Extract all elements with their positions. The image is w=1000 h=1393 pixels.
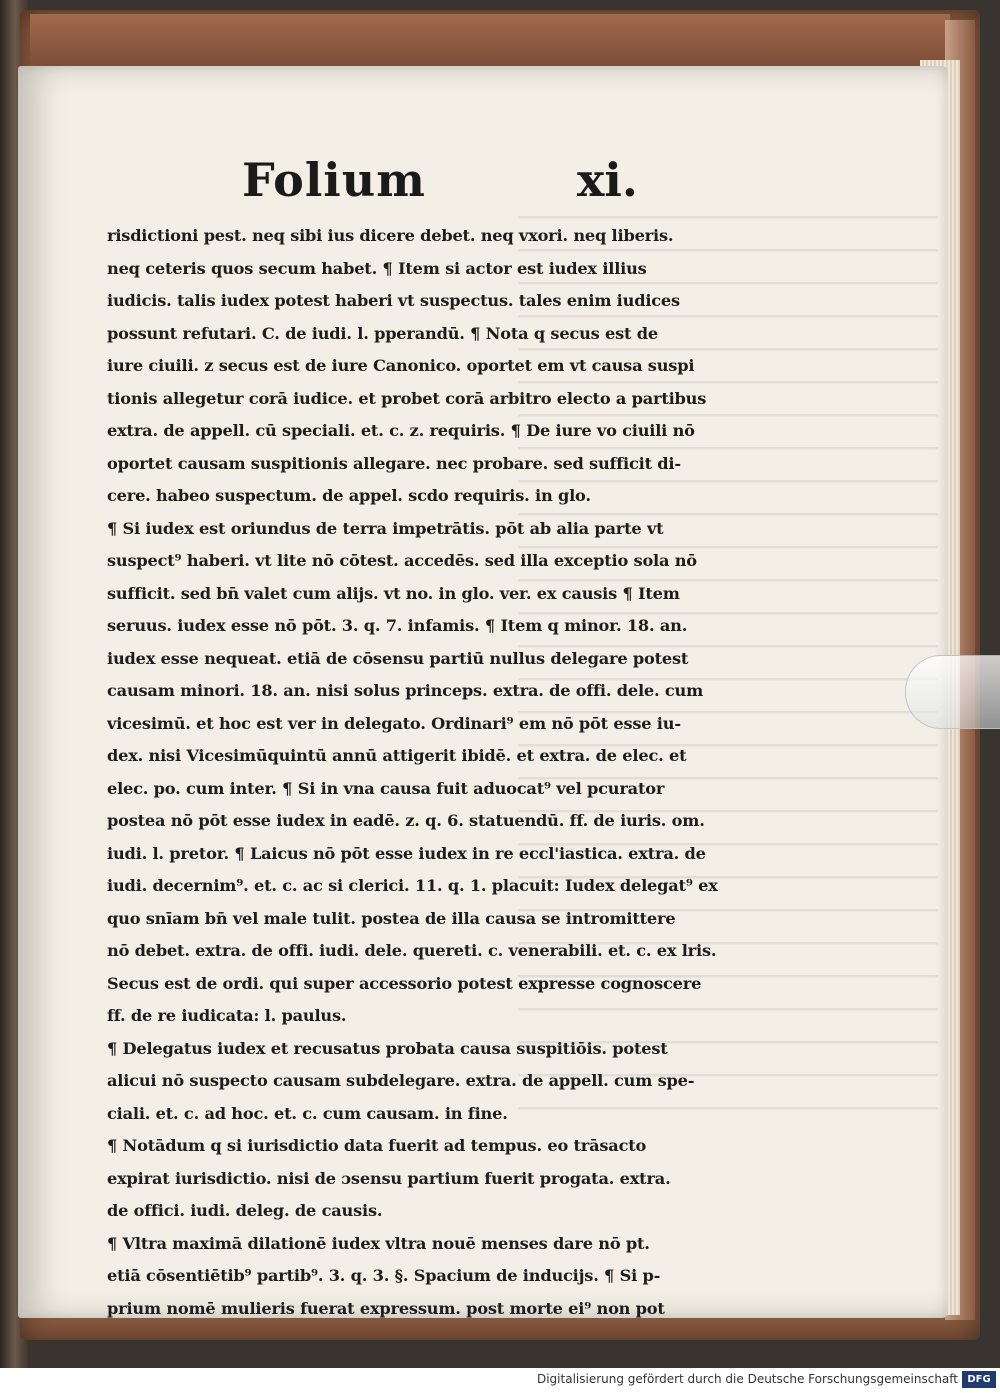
text-line: expirat iurisdictio. nisi de ɔsensu partium fuerit progata. extra. (107, 1168, 671, 1188)
folio-number: xi. (577, 153, 638, 207)
footer-credit: Digitalisierung gefördert durch die Deutsche Forschungsgemeinschaft (536, 1372, 958, 1386)
text-line: ¶ Notādum q si iurisdictio data fuerit ad tempus. eo trāsacto (107, 1136, 647, 1155)
text-line: iudex esse nequeat. etiā de cōsensu partiū nullus delegare potest (107, 648, 689, 668)
text-line: cere. habeo suspectum. de appel. scdo requiris. in glo. (107, 486, 591, 505)
text-line: suspect⁹ haberi. vt lite nō cōtest. accedēs. sed illa exceptio sola nō (107, 551, 697, 570)
text-line: ¶ Delegatus iudex et recusatus probata causa suspitiōis. potest (107, 1038, 668, 1058)
text-line: iudi. l. pretor. ¶ Laicus nō pōt esse iudex in re eccl'iastica. extra. de (107, 843, 706, 863)
text-block (107, 220, 722, 1325)
text-line: quo snīam bn̄ vel male tulit. postea de illa causa se intromittere (107, 908, 676, 928)
text-line: ciali. et. c. ad hoc. et. c. cum causam. in fine. (107, 1103, 508, 1123)
footer-bar (0, 1368, 1000, 1393)
text-line: Secus est de ordi. qui super accessorio potest expresse cognoscere (107, 973, 702, 993)
text-line: etiā cōsentiētib⁹ partib⁹. 3. q. 3. §. Spacium de inducijs. ¶ Si p- (107, 1266, 661, 1285)
text-line: de offici. iudi. deleg. de causis. (107, 1201, 383, 1220)
text-line: dex. nisi Vicesimūquintū annū attigerit ibidē. et extra. de elec. et (107, 746, 687, 765)
dfg-logo-icon: DFG (962, 1371, 996, 1388)
text-line: prium nomē mulieris fuerat expressum. post morte ei⁹ non pot (107, 1298, 665, 1318)
text-line: postea nō pōt esse iudex in eadē. z. q. 6. statuendū. ff. de iuris. om. (107, 811, 705, 830)
text-line: seruus. iudex esse nō pōt. 3. q. 7. infamis. ¶ Item q minor. 18. an. (107, 616, 688, 635)
text-line: causam minori. 18. an. nisi solus princeps. extra. de offi. dele. cum (107, 681, 704, 700)
text-line: oportet causam suspitionis allegare. nec probare. sed sufficit di- (107, 453, 681, 473)
cover-top-edge (30, 14, 950, 69)
text-line: iudicis. talis iudex potest haberi vt suspectus. tales enim iudices (107, 291, 680, 310)
text-line: ¶ Si iudex est oriundus de terra impetrātis. pōt ab alia parte vt (107, 518, 664, 538)
text-line: sufficit. sed bn̄ valet cum alijs. vt no. in glo. ver. ex causis ¶ Item (107, 583, 680, 603)
text-line: alicui nō suspecto causam subdelegare. extra. de appell. cum spe- (107, 1071, 695, 1090)
text-line: possunt refutari. C. de iudi. l. pperandū. ¶ Nota q secus est de (107, 323, 658, 343)
folio-heading: Folium (242, 153, 426, 207)
text-line: risdictioni pest. neq sibi ius dicere debet. neq vxori. neq liberis. (107, 226, 674, 245)
text-line: vicesimū. et hoc est ver in delegato. Ordinari⁹ em nō pōt esse iu- (107, 713, 681, 733)
text-line: iudi. decernim⁹. et. c. ac si clerici. 11. q. 1. placuit: Iudex delegat⁹ ex (107, 876, 718, 895)
text-line: neq ceteris quos secum habet. ¶ Item si actor est iudex illius (107, 258, 647, 278)
text-line: elec. po. cum inter. ¶ Si in vna causa fuit aduocat⁹ vel pcurator (107, 778, 665, 798)
text-line: ff. de re iudicata: l. paulus. (107, 1006, 347, 1025)
text-line: extra. de appell. cū speciali. et. c. z. requiris. ¶ De iure vo ciuili nō (107, 421, 695, 440)
text-line: iure ciuili. z secus est de iure Canonico. oportet em vt causa suspi (107, 356, 695, 375)
text-line: nō debet. extra. de offi. iudi. dele. quereti. c. venerabili. et. c. ex lris. (107, 941, 717, 960)
glass-clip (905, 655, 1000, 729)
text-line: ¶ Vltra maximā dilationē iudex vltra nouē menses dare nō pt. (107, 1233, 650, 1253)
text-line: tionis allegetur corā iudice. et probet corā arbitro electo a partibus (107, 388, 707, 408)
